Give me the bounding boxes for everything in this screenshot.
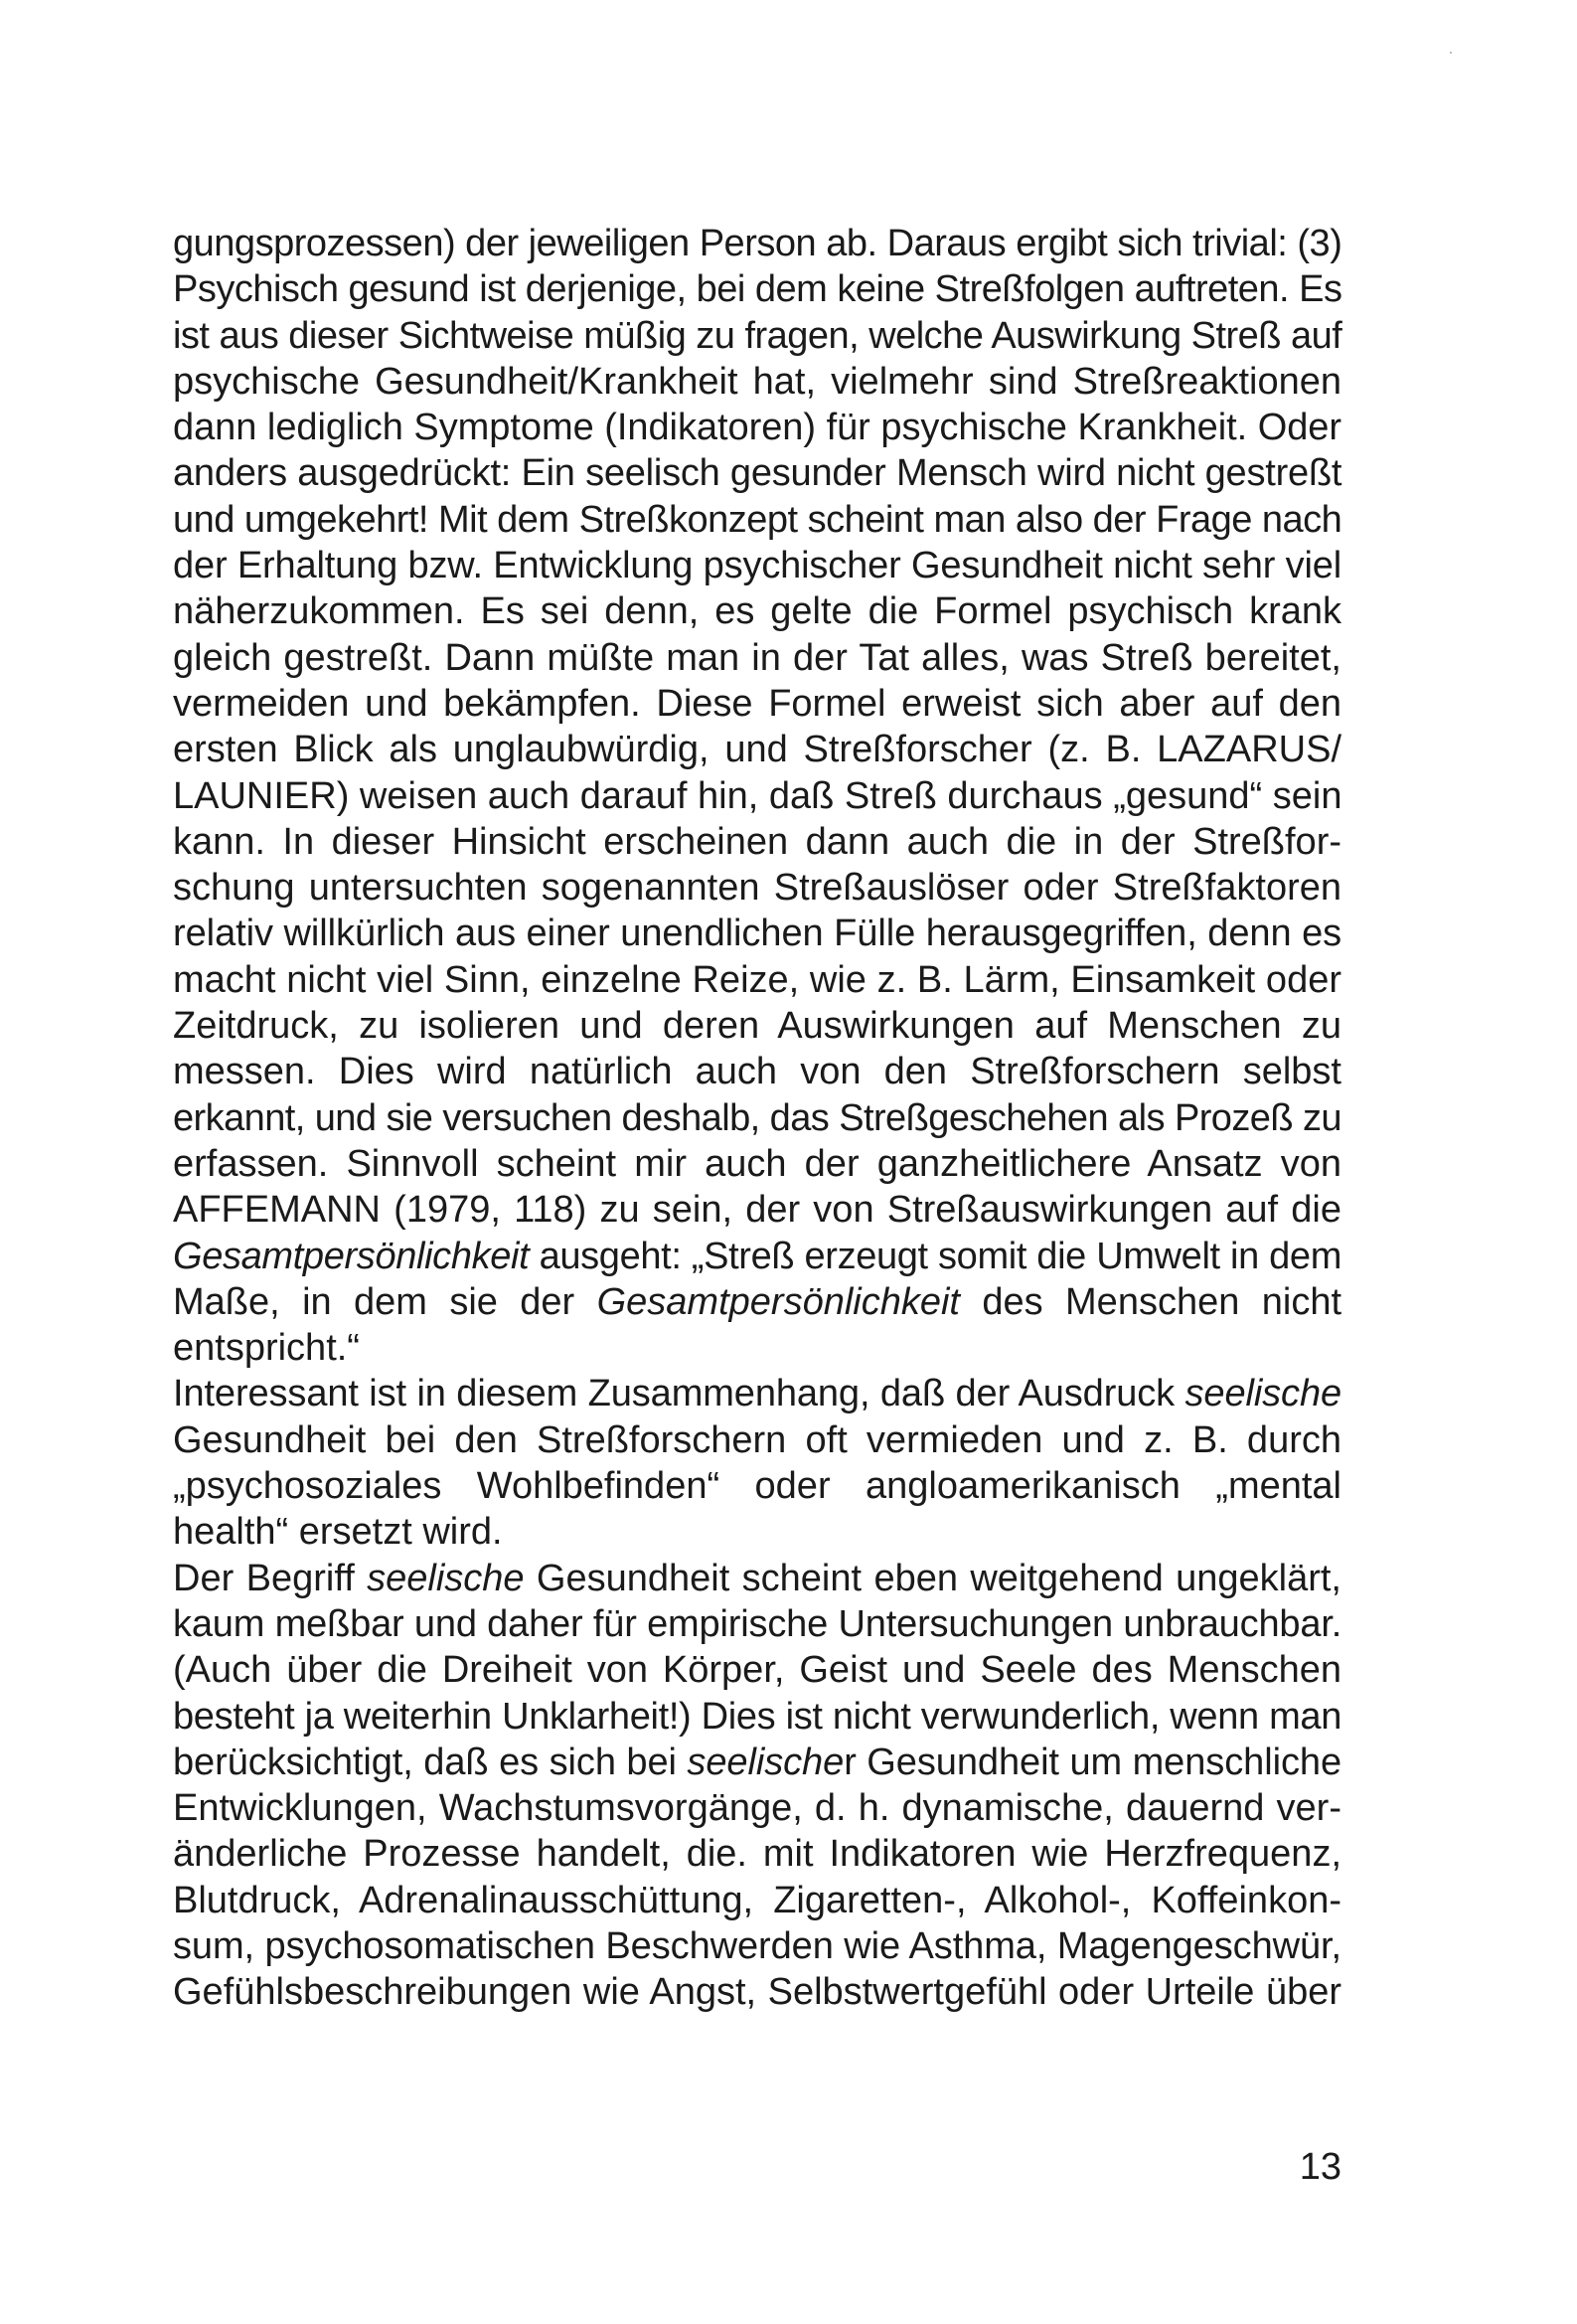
text-line: Der Begriff seelische Gesundheit scheint eben weitgehend ungeklärt, — [173, 1557, 1341, 1599]
text-line: gungsprozessen) der jeweiligen Person ab. Daraus ergibt sich trivial: (3) — [173, 223, 1342, 264]
text-line: entspricht.“ — [173, 1327, 360, 1370]
text-line: der Erhaltung bzw. Entwicklung psychischer Gesundheit nicht sehr viel — [173, 545, 1342, 587]
text-line: ist aus dieser Sichtweise müßig zu fragen, welche Auswirkung Streß auf — [173, 314, 1342, 357]
text-line: näherzukommen. Es sei denn, es gelte die Formel psychisch krank — [173, 590, 1341, 633]
text-line: Entwicklungen, Wachstumsvorgänge, d. h. dynamische, dauernd ver- — [173, 1787, 1341, 1830]
text-line: psychische Gesundheit/Krankheit hat, vielmehr sind Streßreaktionen — [173, 360, 1341, 403]
text-line: Gesamtpersönlichkeit ausgeht: „Streß erzeugt somit die Umwelt in dem — [173, 1235, 1341, 1277]
text-line: schung untersuchten sogenannten Streßauslöser oder Streßfaktoren — [173, 867, 1341, 910]
text-line: (Auch über die Dreiheit von Körper, Geist und Seele des Menschen — [173, 1649, 1341, 1692]
text-line: anders ausgedrückt: Ein seelisch gesunder Mensch wird nicht gestreßt — [173, 452, 1342, 495]
text-line: macht nicht viel Sinn, einzelne Reize, wie z. B. Lärm, Einsamkeit oder — [173, 958, 1341, 1001]
text-line: erkannt, und sie versuchen deshalb, das Streßgeschehen als Prozeß zu — [173, 1096, 1341, 1139]
text-line: dann lediglich Symptome (Indikatoren) für psychische Krankheit. Oder — [173, 407, 1341, 449]
text-line: LAUNIER) weisen auch darauf hin, daß Streß durchaus „gesund“ sein — [173, 774, 1342, 817]
italic-phrase: seelische — [367, 1557, 525, 1599]
page-number: 13 — [1299, 2146, 1341, 2188]
text-line: änderliche Prozesse handelt, die. mit Indikatoren wie Herzfrequenz, — [173, 1833, 1341, 1876]
text-line: gleich gestreßt. Dann müßte man in der Tat alles, was Streß bereitet, — [173, 636, 1341, 679]
body-text — [173, 221, 1341, 2016]
text-line: besteht ja weiterhin Unklarheit!) Dies ist nicht verwunderlich, wenn man — [173, 1695, 1341, 1738]
text-line: Gesundheit bei den Streßforschern oft vermieden und z. B. durch — [173, 1418, 1341, 1461]
text-line: Maße, in dem sie der Gesamtpersönlichkeit des Menschen nicht — [173, 1280, 1342, 1323]
text-line: relativ willkürlich aus einer unendlichen Fülle herausgegriffen, denn es — [173, 913, 1342, 955]
text-line: messen. Dies wird natürlich auch von den Streßforschern selbst — [173, 1051, 1341, 1093]
text-line: kann. In dieser Hinsicht erscheinen dann auch die in der Streßfor- — [173, 820, 1341, 863]
text-line: sum, psychosomatischen Beschwerden wie Asthma, Magengeschwür, — [173, 1924, 1341, 1967]
text-line: Psychisch gesund ist derjenige, bei dem keine Streßfolgen auftreten. Es — [173, 268, 1342, 311]
text-line: „psychosoziales Wohlbefinden“ oder angloamerikanisch „mental — [173, 1465, 1341, 1508]
scan-speck — [1450, 52, 1452, 54]
text-line: erfassen. Sinnvoll scheint mir auch der ganzheitlichere Ansatz von — [173, 1142, 1341, 1185]
text-line: Interessant ist in diesem Zusammenhang, daß der Ausdruck seelische — [173, 1373, 1341, 1415]
italic-phrase: seelische — [687, 1741, 845, 1783]
text-line: ersten Blick als unglaubwürdig, und Streßforscher (z. B. LAZARUS/ — [173, 729, 1341, 771]
text-line: kaum meßbar und daher für empirische Untersuchungen unbrauchbar. — [173, 1602, 1342, 1645]
italic-phrase: Gesamtpersönlichkeit — [596, 1280, 960, 1323]
text-line: Zeitdruck, zu isolieren und deren Auswirkungen auf Menschen zu — [173, 1005, 1341, 1048]
italic-phrase: seelische — [1184, 1373, 1341, 1415]
text-line: health“ ersetzt wird. — [173, 1511, 503, 1554]
text-line: Blutdruck, Adrenalinausschüttung, Zigaretten-, Alkohol-, Koffeinkon- — [173, 1879, 1341, 1921]
text-line: Gefühlsbeschreibungen wie Angst, Selbstwertgefühl oder Urteile über — [173, 1971, 1341, 2014]
text-line: und umgekehrt! Mit dem Streßkonzept scheint man also der Frage nach — [173, 498, 1342, 541]
text-line: berücksichtigt, daß es sich bei seelischer Gesundheit um menschliche — [173, 1741, 1342, 1783]
text-line: AFFEMANN (1979, 118) zu sein, der von Streßauswirkungen auf die — [173, 1189, 1341, 1232]
text-line: vermeiden und bekämpfen. Diese Formel erweist sich aber auf den — [173, 682, 1341, 725]
italic-phrase: Gesamtpersönlichkeit — [173, 1235, 530, 1277]
